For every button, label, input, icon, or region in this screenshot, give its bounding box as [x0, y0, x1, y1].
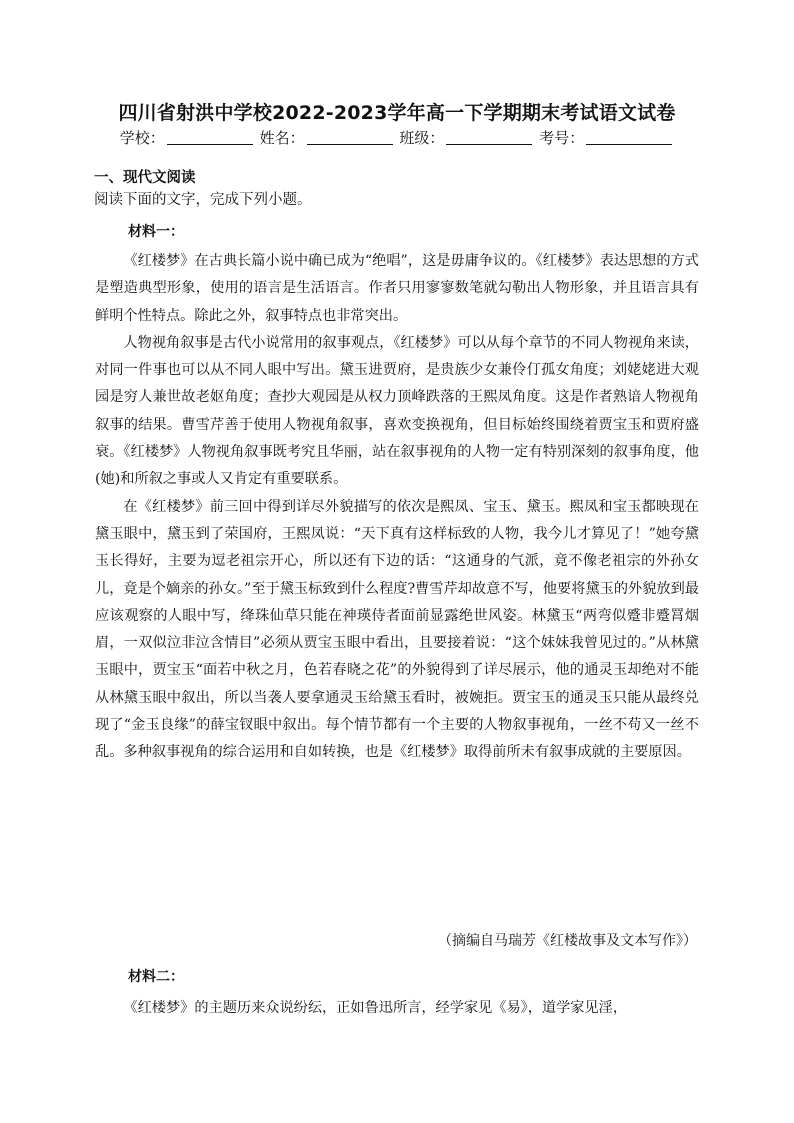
- material-one-paragraph: 《红楼梦》在古典长篇小说中确已成为“绝唱”，这是毋庸争议的。《红楼梦》表达思想的方式是塑造典型形象，使用的语言是生活语言。作者只用寥寥数笔就勾勒出人物形象，并且语言具有鲜明个性特点。除此之外，叙事特点也非常突出。: [95, 253, 699, 324]
- material-two-text: [95, 995, 699, 1022]
- name-label: 姓名：: [259, 129, 305, 147]
- material-one-label: 材料一：: [128, 224, 184, 240]
- material-two-paragraph: 《红楼梦》的主题历来众说纷纭，正如鲁迅所言，经学家见《易》，道学家见淫，: [123, 1000, 628, 1016]
- class-label: 班级：: [399, 129, 445, 147]
- exam-number-label: 考号：: [539, 129, 585, 147]
- school-blank[interactable]: [167, 144, 253, 145]
- material-one-paragraph: 在《红楼梦》前三回中得到详尽外貌描写的依次是熙凤、宝玉、黛玉。熙凤和宝玉都映现在黛玉眼中，黛玉到了荣国府，王熙凤说：“天下真有这样标致的人物，我今儿才算见了！”她夸黛玉长得好，主要为逗老祖宗开心，所以还有下边的话：“这通身的气派，竟不像老祖宗的外孙女儿，竟是个嫡亲的孙女。”至于黛玉标致到什么程度?曹雪芹却故意不写，他要将黛玉的外貌放到最应该观察的人眼中写，绛珠仙草只能在神瑛侍者面前显露绝世风姿。林黛玉“两弯似蹙非蹙罥烟眉，一双似泣非泣含情目”必须从贾宝玉眼中看出，且要接着说：“这个妹妹我曾见过的。”从林黛玉眼中，贾宝玉“面若中秋之月，色若春晓之花”的外貌得到了详尽展示，他的通灵玉却绝对不能从林黛玉眼中叙出，所以当袭人要拿通灵玉给黛玉看时，被婉拒。贾宝玉的通灵玉只能从最终兑现了“金玉良缘”的薛宝钗眼中叙出。每个情节都有一个主要的人物叙事视角，一丝不苟又一丝不乱。多种叙事视角的综合运用和自如转换，也是《红楼梦》取得前所未有叙事成就的主要原因。: [95, 498, 699, 761]
- material-one-source: （摘编自马瑞芳《红楼故事及文本写作》）: [438, 933, 697, 949]
- student-info-line: [0, 127, 794, 148]
- class-blank[interactable]: [446, 144, 532, 145]
- material-one-text: [95, 248, 699, 767]
- exam-title: 四川省射洪中学校2022-2023学年高一下学期期末考试语文试卷: [118, 102, 676, 124]
- section-heading: 一、现代文阅读: [94, 170, 196, 186]
- reading-instruction: 阅读下面的文字，完成下列小题。: [94, 192, 312, 208]
- exam-number-blank[interactable]: [586, 144, 672, 145]
- material-one-paragraph: 人物视角叙事是古代小说常用的叙事观点，《红楼梦》可以从每个章节的不同人物视角来读，对同一件事也可以从不同人眼中写出。黛玉进贾府，是贵族少女兼伶仃孤女角度；刘姥姥进大观园是穷人兼世故老妪角度；查抄大观园是从权力顶峰跌落的王熙凤角度。这是作者熟谙人物视角叙事的结果。曹雪芹善于使用人物视角叙事，喜欢变换视角，但目标始终围绕着贾宝玉和贾府盛衰。《红楼梦》人物视角叙事既考究且华丽，站在叙事视角的人物一定有特别深刻的叙事角度，他(她)和所叙之事或人又肯定有重要联系。: [95, 334, 699, 488]
- school-label: 学校：: [119, 129, 165, 147]
- name-blank[interactable]: [307, 144, 393, 145]
- material-two-label: 材料二：: [128, 969, 184, 985]
